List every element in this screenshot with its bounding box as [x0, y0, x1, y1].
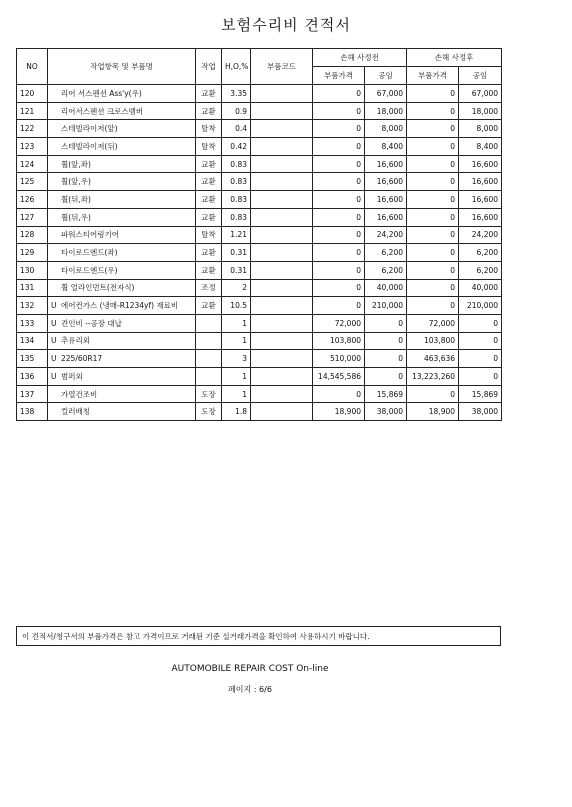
cell-item-name: [48, 102, 196, 120]
cell-part-code: [251, 191, 313, 209]
cell-after-labor: 210,000: [459, 297, 502, 315]
cell-before-part-price: 0: [313, 297, 365, 315]
cell-part-code: [251, 350, 313, 368]
cell-before-labor: 6,200: [365, 261, 407, 279]
table-row: [17, 297, 502, 315]
cell-before-labor: 0: [365, 332, 407, 350]
cell-after-part-price: 103,800: [407, 332, 459, 350]
cell-part-code: [251, 208, 313, 226]
header-ho: H,O,%: [222, 49, 251, 85]
cell-after-labor: 16,600: [459, 155, 502, 173]
cell-before-part-price: 0: [313, 155, 365, 173]
header-before: 손해 사정전: [313, 49, 407, 67]
cell-before-labor: 16,600: [365, 191, 407, 209]
cell-before-part-price: 0: [313, 102, 365, 120]
cell-no: 137: [17, 385, 48, 403]
cell-ho: 0.4: [222, 120, 251, 138]
cell-after-part-price: 0: [407, 279, 459, 297]
cell-no: 133: [17, 314, 48, 332]
cell-item-text: 휠 얼라인먼트(전자식): [61, 283, 135, 293]
cell-ho: 0.31: [222, 244, 251, 262]
cell-ho: 3: [222, 350, 251, 368]
cell-no: 124: [17, 155, 48, 173]
cell-before-part-price: 0: [313, 208, 365, 226]
cell-before-part-price: 14,545,586: [313, 368, 365, 386]
cell-flag: U: [51, 354, 57, 364]
cell-item-text: 리어 서스펜션 Ass'y(우): [61, 88, 142, 98]
cell-after-part-price: 0: [407, 85, 459, 103]
cell-before-labor: 38,000: [365, 403, 407, 421]
cell-after-labor: 0: [459, 332, 502, 350]
cell-no: 138: [17, 403, 48, 421]
cell-no: 134: [17, 332, 48, 350]
cell-before-part-price: 103,800: [313, 332, 365, 350]
cell-item-name: [48, 120, 196, 138]
cell-work: 교환: [196, 191, 222, 209]
table-row: [17, 191, 502, 209]
cell-no: 128: [17, 226, 48, 244]
table-row: [17, 385, 502, 403]
table-row: [17, 332, 502, 350]
document-title: 보험수리비 견적서: [221, 16, 351, 34]
header-no: NO: [17, 49, 48, 85]
cell-ho: 1.21: [222, 226, 251, 244]
cell-flag: U: [51, 336, 57, 346]
cell-after-labor: 16,600: [459, 208, 502, 226]
cell-ho: 0.42: [222, 138, 251, 156]
table-row: [17, 208, 502, 226]
cell-item-name: [48, 85, 196, 103]
cell-before-part-price: 18,900: [313, 403, 365, 421]
cell-no: 129: [17, 244, 48, 262]
header-work: 작업: [196, 49, 222, 85]
cell-item-name: [48, 173, 196, 191]
disclaimer-note: 이 견적서/청구서의 부품가격은 참고 가격이므로 거래된 기준 실거래가격을 확인하여 사용하시기 바랍니다.: [16, 626, 501, 646]
cell-after-part-price: 463,636: [407, 350, 459, 368]
cell-after-part-price: 0: [407, 102, 459, 120]
cell-item-name: [48, 314, 196, 332]
cell-item-text: 225/60R17: [61, 354, 103, 364]
table-row: [17, 173, 502, 191]
cell-before-labor: 210,000: [365, 297, 407, 315]
cell-item-name: [48, 155, 196, 173]
table-row: [17, 279, 502, 297]
cell-before-labor: 18,000: [365, 102, 407, 120]
table-row: [17, 138, 502, 156]
cell-before-part-price: 0: [313, 226, 365, 244]
cell-part-code: [251, 138, 313, 156]
table-row: [17, 244, 502, 262]
cell-before-part-price: 0: [313, 173, 365, 191]
cell-part-code: [251, 261, 313, 279]
cell-after-labor: 8,000: [459, 120, 502, 138]
cell-after-labor: 0: [459, 368, 502, 386]
cell-item-text: 스테빌라이저(뒤): [61, 141, 118, 151]
cell-after-part-price: 0: [407, 244, 459, 262]
table-row: [17, 226, 502, 244]
cell-before-labor: 40,000: [365, 279, 407, 297]
cell-no: 131: [17, 279, 48, 297]
table-row: [17, 261, 502, 279]
cell-item-name: [48, 368, 196, 386]
cell-item-name: [48, 297, 196, 315]
cell-no: 135: [17, 350, 48, 368]
cell-before-labor: 16,600: [365, 208, 407, 226]
cell-work: 교환: [196, 85, 222, 103]
cell-before-part-price: 0: [313, 244, 365, 262]
cell-after-labor: 67,000: [459, 85, 502, 103]
cell-before-labor: 6,200: [365, 244, 407, 262]
cell-before-part-price: 0: [313, 191, 365, 209]
cell-part-code: [251, 173, 313, 191]
cell-before-labor: 0: [365, 368, 407, 386]
cell-ho: 1: [222, 314, 251, 332]
estimate-table: [16, 48, 502, 421]
cell-item-text: 휠(앞,우): [61, 177, 91, 187]
cell-part-code: [251, 314, 313, 332]
cell-work: 도장: [196, 385, 222, 403]
cell-item-text: 리어서스펜션 크로스멤버: [61, 106, 144, 116]
header-after-labor: 공임: [459, 67, 502, 85]
cell-after-part-price: 0: [407, 385, 459, 403]
table-row: [17, 403, 502, 421]
cell-work: 교환: [196, 261, 222, 279]
cell-no: 123: [17, 138, 48, 156]
cell-before-part-price: 0: [313, 261, 365, 279]
cell-ho: 10.5: [222, 297, 251, 315]
cell-no: 127: [17, 208, 48, 226]
cell-no: 122: [17, 120, 48, 138]
cell-item-text: 휠(뒤,우): [61, 212, 91, 222]
cell-after-labor: 0: [459, 314, 502, 332]
cell-ho: 2: [222, 279, 251, 297]
cell-item-name: [48, 350, 196, 368]
cell-part-code: [251, 403, 313, 421]
cell-after-part-price: 0: [407, 261, 459, 279]
cell-item-text: 에어컨가스 (냉매-R1234yf) 재료비: [61, 301, 179, 311]
cell-after-part-price: 0: [407, 138, 459, 156]
cell-before-labor: 24,200: [365, 226, 407, 244]
cell-work: [196, 332, 222, 350]
cell-item-text: 타이로드엔드(우): [61, 265, 118, 275]
cell-before-part-price: 510,000: [313, 350, 365, 368]
cell-work: 교환: [196, 297, 222, 315]
cell-before-labor: 8,000: [365, 120, 407, 138]
cell-item-text: 견인비 --공장 대납: [61, 318, 122, 328]
cell-part-code: [251, 85, 313, 103]
cell-item-text: 파워스티어링기어: [61, 230, 119, 240]
cell-part-code: [251, 120, 313, 138]
cell-after-part-price: 72,000: [407, 314, 459, 332]
cell-work: 도장: [196, 403, 222, 421]
cell-no: 130: [17, 261, 48, 279]
cell-work: 탈착: [196, 138, 222, 156]
cell-work: 교환: [196, 155, 222, 173]
cell-after-part-price: 0: [407, 208, 459, 226]
cell-after-part-price: 0: [407, 120, 459, 138]
cell-before-part-price: 0: [313, 138, 365, 156]
cell-ho: 1: [222, 368, 251, 386]
cell-no: 125: [17, 173, 48, 191]
cell-item-name: [48, 226, 196, 244]
page-number: 페이지 : 6/6: [228, 685, 272, 694]
cell-work: 탈착: [196, 120, 222, 138]
cell-work: 교환: [196, 173, 222, 191]
cell-ho: 0.83: [222, 191, 251, 209]
cell-item-name: [48, 385, 196, 403]
cell-work: 탈착: [196, 226, 222, 244]
cell-item-text: 범퍼외: [61, 371, 83, 381]
cell-ho: 1: [222, 332, 251, 350]
cell-ho: 0.83: [222, 208, 251, 226]
cell-item-name: [48, 138, 196, 156]
cell-item-name: [48, 332, 196, 350]
cell-after-labor: 8,400: [459, 138, 502, 156]
cell-part-code: [251, 244, 313, 262]
cell-before-part-price: 0: [313, 120, 365, 138]
cell-after-part-price: 0: [407, 297, 459, 315]
cell-item-text: 가열건조비: [61, 389, 98, 399]
cell-after-part-price: 0: [407, 155, 459, 173]
table-row: [17, 85, 502, 103]
cell-ho: 0.31: [222, 261, 251, 279]
cell-item-text: 휠(뒤,좌): [61, 194, 91, 204]
cell-part-code: [251, 332, 313, 350]
cell-flag: U: [51, 318, 57, 328]
footer-brand: AUTOMOBILE REPAIR COST On-line: [171, 664, 329, 674]
cell-after-labor: 18,000: [459, 102, 502, 120]
cell-flag: U: [51, 301, 57, 311]
cell-after-labor: 16,600: [459, 191, 502, 209]
cell-before-labor: 16,600: [365, 173, 407, 191]
cell-after-labor: 6,200: [459, 261, 502, 279]
cell-no: 121: [17, 102, 48, 120]
table-row: [17, 155, 502, 173]
cell-work: 교환: [196, 208, 222, 226]
cell-after-labor: 0: [459, 350, 502, 368]
cell-before-part-price: 0: [313, 85, 365, 103]
cell-after-labor: 40,000: [459, 279, 502, 297]
cell-item-name: [48, 403, 196, 421]
header-before-labor: 공임: [365, 67, 407, 85]
cell-part-code: [251, 102, 313, 120]
table-row: [17, 350, 502, 368]
cell-item-name: [48, 208, 196, 226]
cell-after-part-price: 0: [407, 173, 459, 191]
cell-no: 132: [17, 297, 48, 315]
header-before-part: 부품가격: [313, 67, 365, 85]
cell-after-labor: 24,200: [459, 226, 502, 244]
cell-ho: 3.35: [222, 85, 251, 103]
header-after-part: 부품가격: [407, 67, 459, 85]
table-row: [17, 120, 502, 138]
cell-work: 조정: [196, 279, 222, 297]
cell-item-text: 컬러배칭: [61, 407, 90, 417]
cell-item-name: [48, 279, 196, 297]
header-item: 작업항목 및 부품명: [48, 49, 196, 85]
cell-before-labor: 16,600: [365, 155, 407, 173]
cell-item-name: [48, 191, 196, 209]
cell-after-part-price: 0: [407, 191, 459, 209]
cell-flag: U: [51, 371, 57, 381]
cell-after-labor: 15,869: [459, 385, 502, 403]
cell-ho: 0.83: [222, 173, 251, 191]
cell-before-labor: 67,000: [365, 85, 407, 103]
cell-part-code: [251, 297, 313, 315]
table-row: [17, 368, 502, 386]
cell-after-part-price: 0: [407, 226, 459, 244]
table-row: [17, 314, 502, 332]
cell-before-part-price: 0: [313, 279, 365, 297]
cell-before-part-price: 0: [313, 385, 365, 403]
cell-after-labor: 6,200: [459, 244, 502, 262]
cell-ho: 0.83: [222, 155, 251, 173]
cell-part-code: [251, 385, 313, 403]
cell-item-text: 스테빌라이저(앞): [61, 124, 118, 134]
cell-ho: 1: [222, 385, 251, 403]
cell-part-code: [251, 155, 313, 173]
cell-no: 120: [17, 85, 48, 103]
cell-before-labor: 0: [365, 350, 407, 368]
cell-work: [196, 350, 222, 368]
cell-item-name: [48, 261, 196, 279]
cell-work: 교환: [196, 244, 222, 262]
cell-after-labor: 38,000: [459, 403, 502, 421]
cell-ho: 0.9: [222, 102, 251, 120]
cell-ho: 1.8: [222, 403, 251, 421]
cell-item-text: 타이로드엔드(좌): [61, 248, 118, 258]
cell-work: [196, 368, 222, 386]
cell-before-labor: 8,400: [365, 138, 407, 156]
header-code: 부품코드: [251, 49, 313, 85]
cell-after-part-price: 13,223,260: [407, 368, 459, 386]
cell-item-name: [48, 244, 196, 262]
cell-item-text: 추유리외: [61, 336, 90, 346]
cell-before-labor: 15,869: [365, 385, 407, 403]
cell-no: 126: [17, 191, 48, 209]
cell-after-part-price: 18,900: [407, 403, 459, 421]
cell-part-code: [251, 226, 313, 244]
cell-no: 136: [17, 368, 48, 386]
header-after: 손해 사정후: [407, 49, 502, 67]
cell-work: 교환: [196, 102, 222, 120]
cell-after-labor: 16,600: [459, 173, 502, 191]
cell-part-code: [251, 279, 313, 297]
cell-part-code: [251, 368, 313, 386]
cell-item-text: 휠(앞,좌): [61, 159, 91, 169]
table-row: [17, 102, 502, 120]
cell-before-part-price: 72,000: [313, 314, 365, 332]
cell-work: [196, 314, 222, 332]
cell-before-labor: 0: [365, 314, 407, 332]
